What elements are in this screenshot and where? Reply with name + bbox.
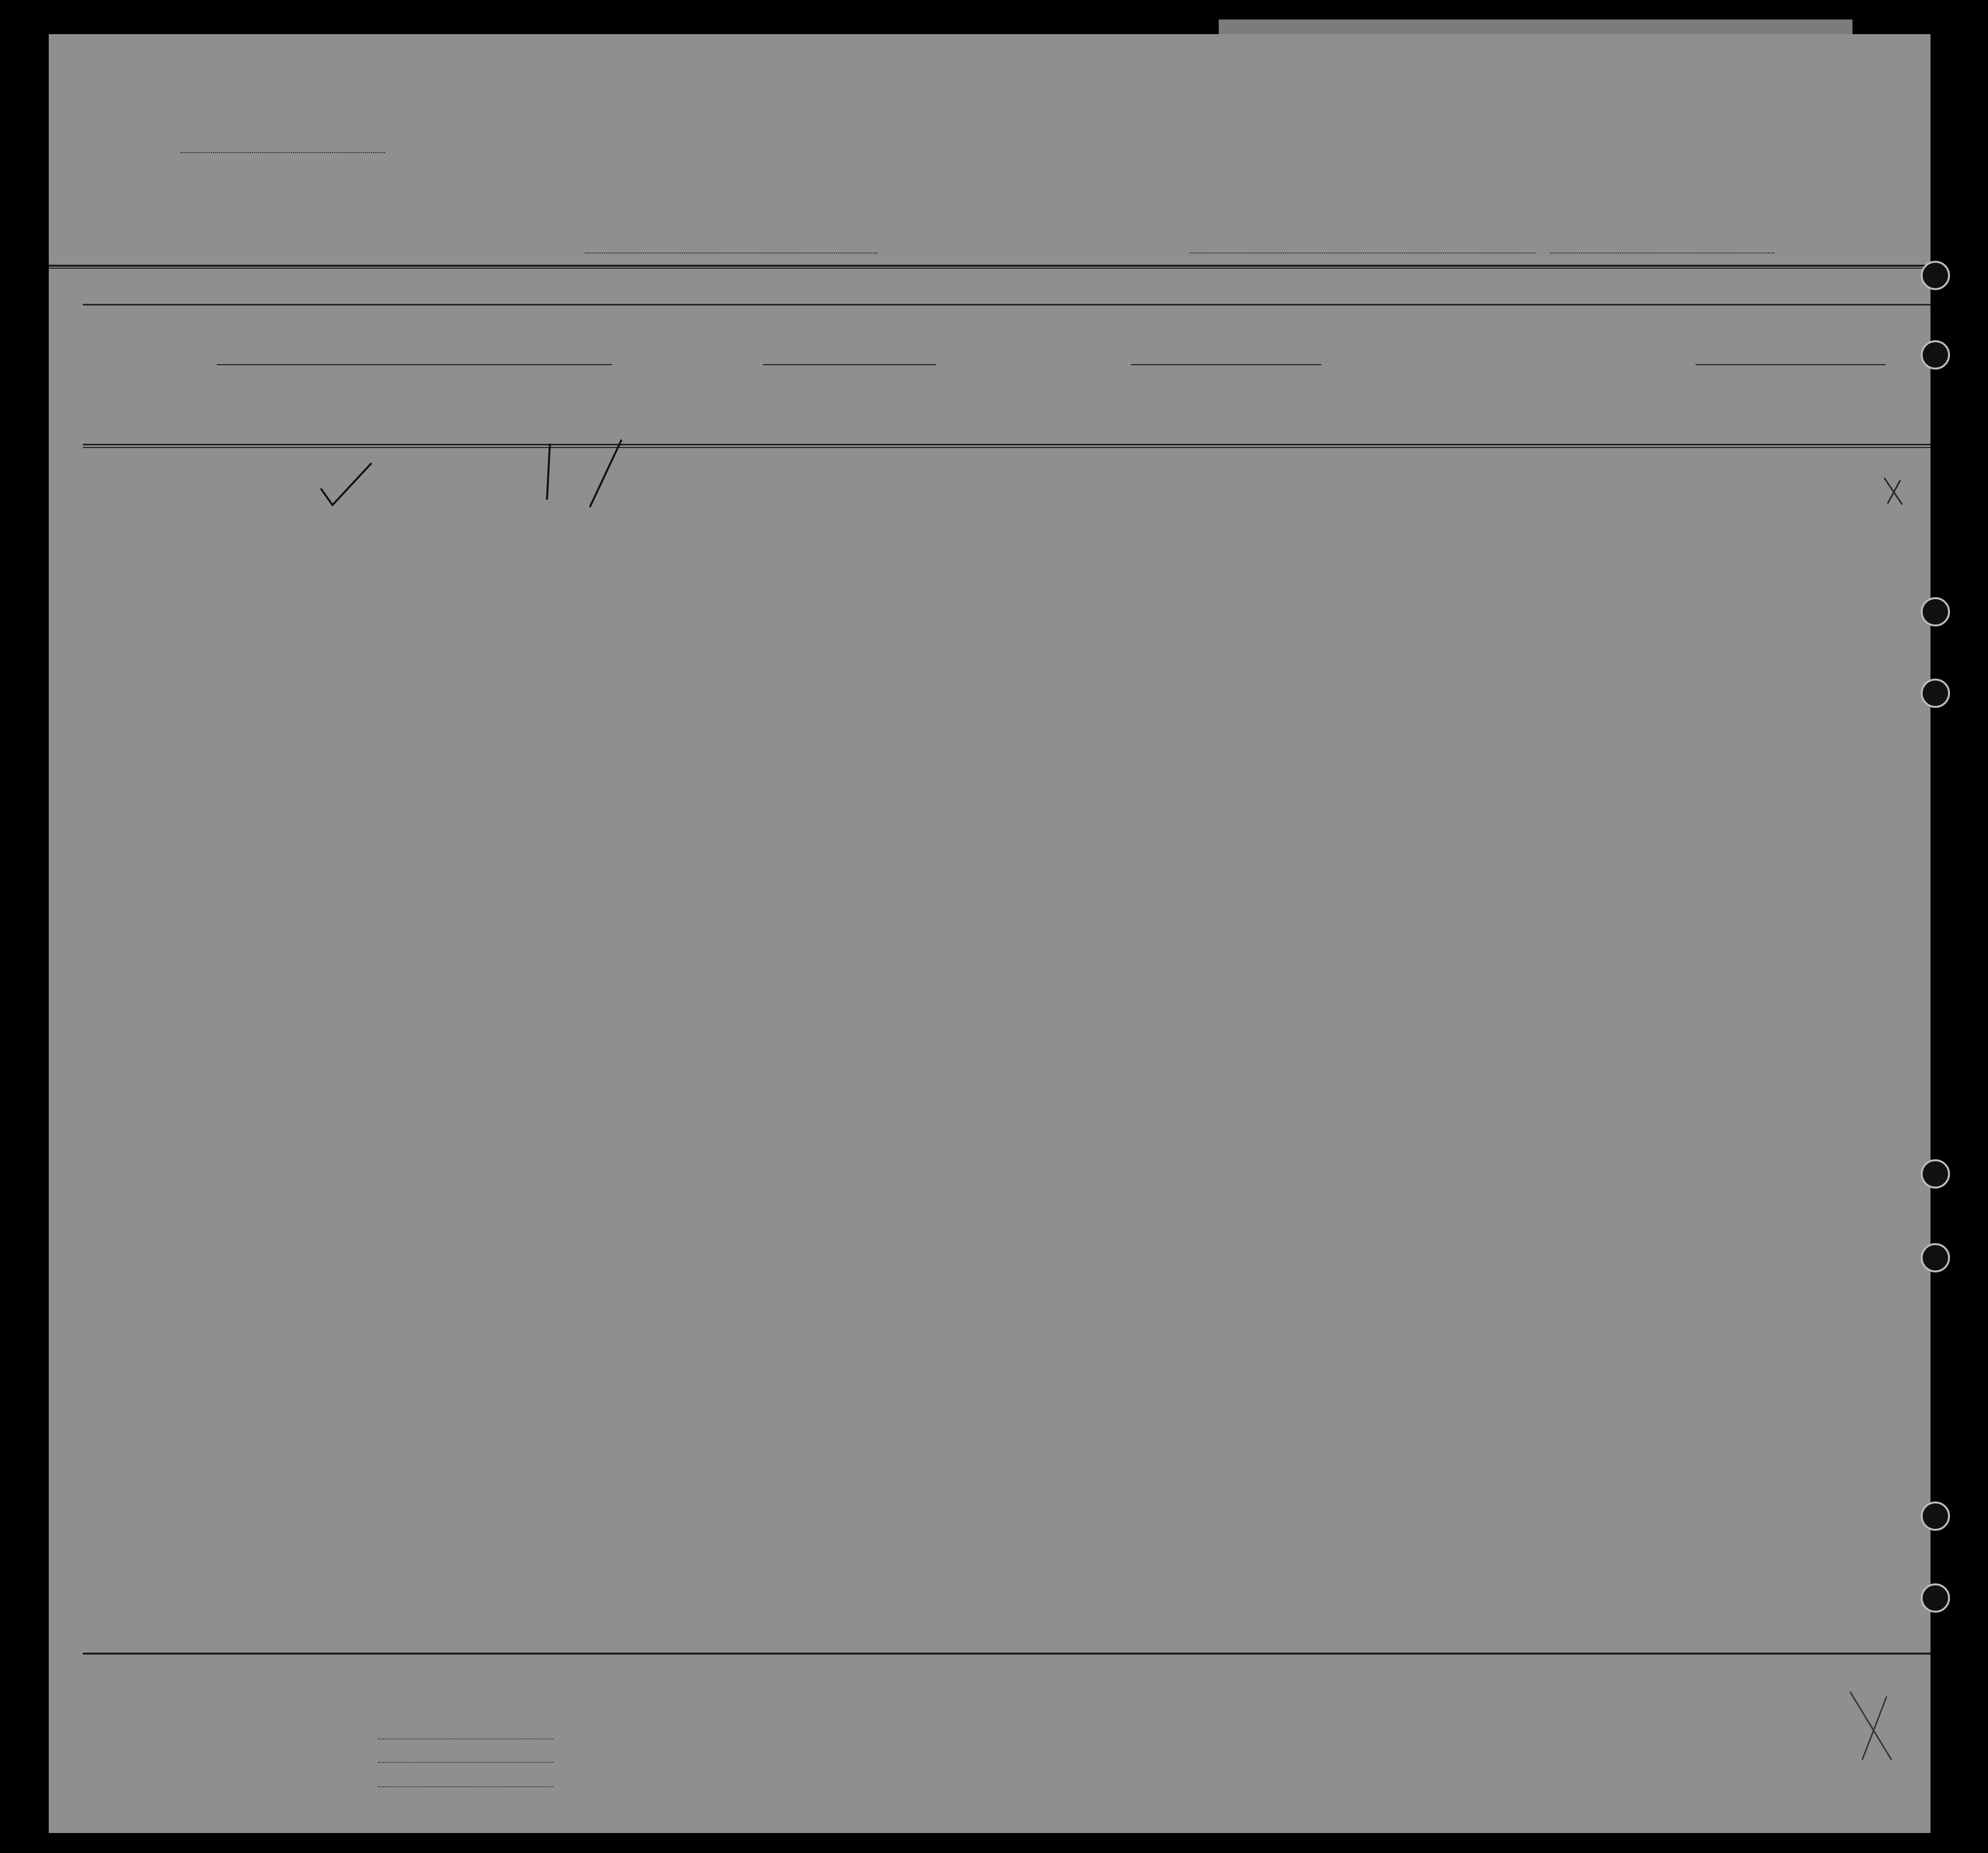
ditto-strokes-icon [536,439,634,512]
binder-hole-icon [1921,679,1950,708]
binder-hole-icon [1921,1502,1950,1531]
total-passengers-line [378,1738,553,1739]
binder-hole-icon [1921,340,1950,370]
binder-hole-icon [1921,1159,1950,1189]
binder-hole-icon [1921,1583,1950,1613]
aliens-line [378,1786,553,1787]
cross-mark-icon [1843,1687,1901,1765]
binder-hole-icon [1921,1243,1950,1272]
binder-hole-icon [1921,597,1950,626]
binder-hole-icon [1921,261,1950,290]
check-mark-icon [317,458,375,512]
cross-mark-icon [1882,475,1906,509]
us-citizens-line [378,1762,553,1763]
